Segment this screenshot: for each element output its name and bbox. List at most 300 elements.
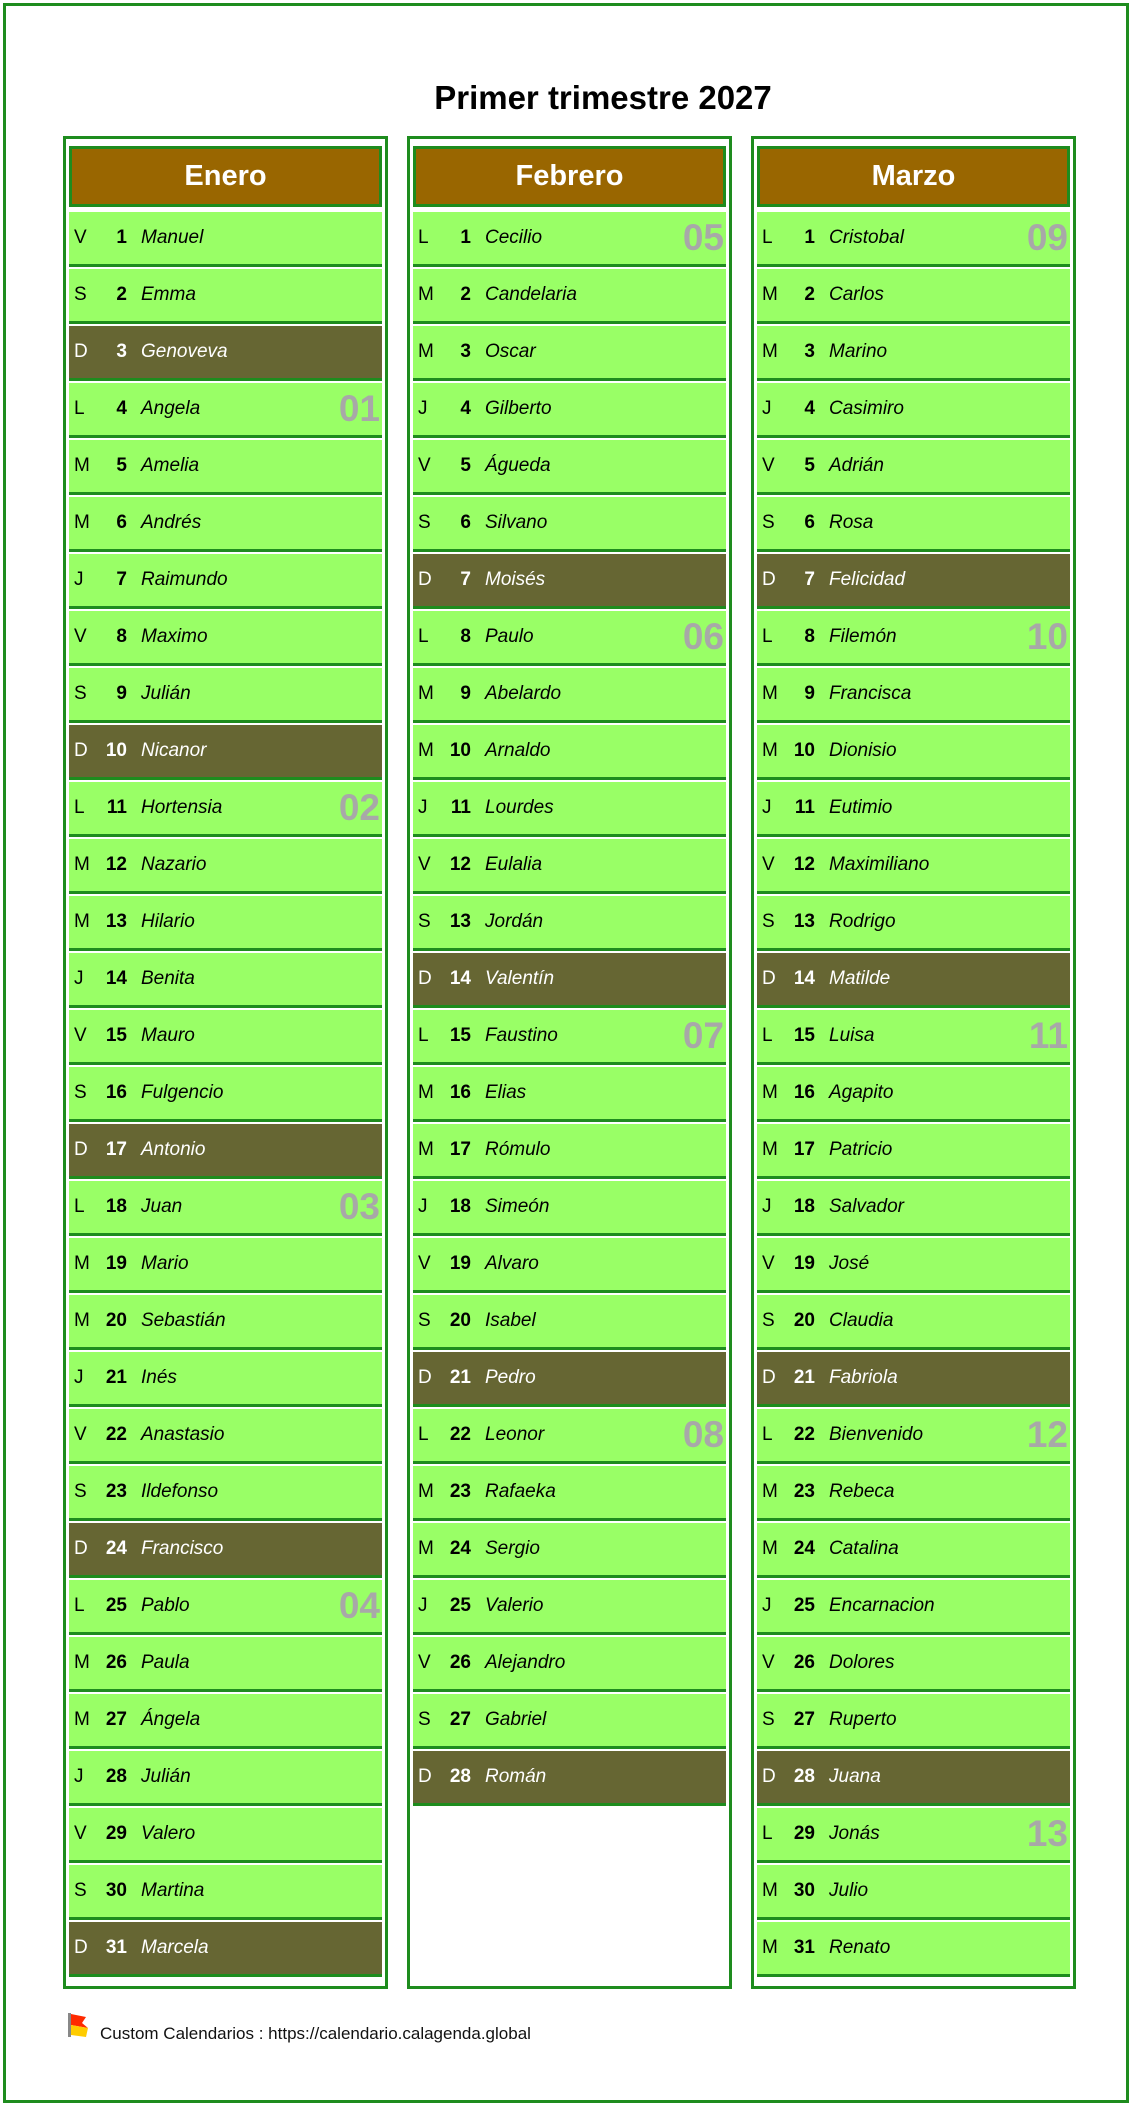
day-letter: M <box>418 1481 434 1502</box>
saint-name: Matilde <box>829 968 891 989</box>
day-letter: M <box>762 1538 778 1559</box>
day-row <box>757 1692 1070 1749</box>
day-letter: M <box>74 1652 90 1673</box>
day-letter: J <box>74 1766 84 1787</box>
day-row <box>413 381 726 438</box>
day-letter: S <box>762 1709 775 1730</box>
day-letter: D <box>762 1367 776 1388</box>
day-letter: V <box>418 455 431 476</box>
day-row <box>69 1179 382 1236</box>
month-header: Marzo <box>757 146 1070 207</box>
saint-name: Antonio <box>141 1139 206 1160</box>
day-row <box>757 1863 1070 1920</box>
day-number: 18 <box>793 1196 815 1217</box>
saint-name: Hortensia <box>141 797 223 818</box>
day-row <box>757 1407 1070 1464</box>
day-letter: M <box>74 1709 90 1730</box>
day-row <box>757 1065 1070 1122</box>
day-letter: L <box>762 1025 773 1046</box>
day-letter: M <box>74 911 90 932</box>
week-number: 05 <box>682 217 724 258</box>
day-row <box>757 1521 1070 1578</box>
saint-name: Mauro <box>141 1025 195 1046</box>
saint-name: Filemón <box>829 626 897 647</box>
day-number: 8 <box>116 626 127 647</box>
day-number: 21 <box>105 1367 127 1388</box>
day-row <box>757 723 1070 780</box>
saint-name: Alejandro <box>485 1652 566 1673</box>
saint-name: Manuel <box>141 227 204 248</box>
saint-name: Emma <box>141 284 196 305</box>
day-letter: M <box>74 512 90 533</box>
day-row <box>757 1293 1070 1350</box>
day-row <box>757 552 1070 609</box>
day-number: 26 <box>449 1652 471 1673</box>
day-row <box>69 1749 382 1806</box>
day-letter: M <box>74 1310 90 1331</box>
day-number: 25 <box>449 1595 471 1616</box>
day-letter: M <box>418 1538 434 1559</box>
saint-name: Candelaria <box>485 284 577 305</box>
day-number: 13 <box>449 911 471 932</box>
day-row <box>69 1464 382 1521</box>
day-row <box>69 1236 382 1293</box>
day-row <box>69 1293 382 1350</box>
day-number: 27 <box>793 1709 815 1730</box>
day-letter: V <box>418 1253 431 1274</box>
day-number: 16 <box>105 1082 127 1103</box>
day-letter: L <box>74 1595 85 1616</box>
day-letter: D <box>762 569 776 590</box>
day-number: 7 <box>804 569 815 590</box>
day-number: 22 <box>793 1424 815 1445</box>
day-list <box>757 210 1070 1977</box>
day-row <box>69 324 382 381</box>
week-number: 02 <box>338 787 380 828</box>
day-row <box>413 1749 726 1806</box>
day-number: 18 <box>449 1196 471 1217</box>
day-letter: V <box>762 1652 775 1673</box>
saint-name: Leonor <box>485 1424 545 1445</box>
day-letter: S <box>418 1709 431 1730</box>
saint-name: Raimundo <box>141 569 228 590</box>
saint-name: Lourdes <box>485 797 554 818</box>
saint-name: Pablo <box>141 1595 190 1616</box>
day-number: 23 <box>793 1481 815 1502</box>
day-letter: J <box>418 1196 428 1217</box>
day-number: 21 <box>793 1367 815 1388</box>
day-letter: D <box>418 569 432 590</box>
day-row <box>413 1578 726 1635</box>
saint-name: Ángela <box>141 1709 201 1730</box>
saint-name: Gilberto <box>485 398 552 419</box>
saint-name: Dionisio <box>829 740 897 761</box>
day-number: 26 <box>793 1652 815 1673</box>
saint-name: Marino <box>829 341 888 362</box>
day-letter: S <box>74 683 87 704</box>
saint-name: Águeda <box>485 455 551 476</box>
day-row <box>757 210 1070 267</box>
saint-name: Nicanor <box>141 740 207 761</box>
day-row <box>69 1635 382 1692</box>
saint-name: Valero <box>141 1823 196 1844</box>
saint-name: Inés <box>141 1367 177 1388</box>
day-row <box>69 552 382 609</box>
day-row <box>69 1920 382 1977</box>
day-row <box>69 1692 382 1749</box>
day-number: 11 <box>450 797 471 818</box>
day-row <box>757 381 1070 438</box>
day-letter: L <box>74 398 85 419</box>
saint-name: Paula <box>141 1652 190 1673</box>
day-number: 23 <box>449 1481 471 1502</box>
day-letter: J <box>74 569 84 590</box>
day-row <box>757 1920 1070 1977</box>
day-row <box>413 1179 726 1236</box>
day-number: 19 <box>793 1253 815 1274</box>
day-number: 9 <box>116 683 127 704</box>
saint-name: Hilario <box>141 911 195 932</box>
week-number: 13 <box>1026 1813 1068 1854</box>
saint-name: Valerio <box>485 1595 544 1616</box>
day-number: 28 <box>793 1766 815 1787</box>
saint-name: Paulo <box>485 626 534 647</box>
day-row <box>69 609 382 666</box>
week-number: 07 <box>682 1015 724 1056</box>
day-number: 26 <box>105 1652 127 1673</box>
day-number: 4 <box>460 398 471 419</box>
day-number: 20 <box>793 1310 815 1331</box>
day-row <box>413 495 726 552</box>
saint-name: Adrián <box>829 455 884 476</box>
day-number: 7 <box>116 569 127 590</box>
day-row <box>757 1578 1070 1635</box>
day-number: 12 <box>449 854 471 875</box>
day-number: 17 <box>105 1139 127 1160</box>
day-row <box>757 267 1070 324</box>
month-column-enero <box>63 136 388 1989</box>
day-row <box>413 780 726 837</box>
saint-name: Juan <box>141 1196 183 1217</box>
day-letter: D <box>74 1139 88 1160</box>
day-number: 10 <box>105 740 127 761</box>
day-row <box>69 210 382 267</box>
day-number: 3 <box>460 341 471 362</box>
day-letter: V <box>762 854 775 875</box>
day-number: 1 <box>804 227 815 248</box>
day-letter: V <box>762 455 775 476</box>
day-row <box>69 267 382 324</box>
day-letter: S <box>762 1310 775 1331</box>
day-letter: V <box>418 854 431 875</box>
day-letter: M <box>762 341 778 362</box>
day-number: 14 <box>449 968 471 989</box>
day-number: 18 <box>105 1196 127 1217</box>
day-number: 30 <box>105 1880 127 1901</box>
day-letter: S <box>762 911 775 932</box>
day-number: 10 <box>793 740 815 761</box>
week-number: 09 <box>1026 217 1068 258</box>
day-number: 27 <box>105 1709 127 1730</box>
saint-name: Jordán <box>485 911 544 932</box>
saint-name: Catalina <box>829 1538 899 1559</box>
day-row <box>413 1293 726 1350</box>
month-column-febrero <box>407 136 732 1989</box>
day-letter: D <box>418 1766 432 1787</box>
day-letter: L <box>418 1424 429 1445</box>
day-letter: J <box>74 1367 84 1388</box>
day-row <box>69 780 382 837</box>
saint-name: José <box>829 1253 870 1274</box>
day-row <box>413 1236 726 1293</box>
day-number: 7 <box>460 569 471 590</box>
saint-name: Cecilio <box>485 227 543 248</box>
month-header: Febrero <box>413 146 726 207</box>
page-title: Primer trimestre 2027 <box>434 79 772 116</box>
day-number: 9 <box>804 683 815 704</box>
day-letter: J <box>418 1595 428 1616</box>
day-letter: M <box>74 854 90 875</box>
saint-name: Felicidad <box>829 569 906 590</box>
week-number: 06 <box>682 616 724 657</box>
day-row <box>413 837 726 894</box>
day-list <box>69 210 382 1977</box>
week-number: 03 <box>338 1186 380 1227</box>
day-letter: V <box>74 1823 87 1844</box>
day-letter: J <box>762 1196 772 1217</box>
day-row <box>413 609 726 666</box>
day-row <box>757 1806 1070 1863</box>
week-number: 04 <box>338 1585 380 1626</box>
day-letter: M <box>418 341 434 362</box>
saint-name: Simeón <box>485 1196 550 1217</box>
day-letter: L <box>418 227 429 248</box>
day-letter: M <box>762 1082 778 1103</box>
day-row <box>69 1008 382 1065</box>
week-number: 08 <box>682 1414 724 1455</box>
day-letter: J <box>418 398 428 419</box>
day-letter: V <box>762 1253 775 1274</box>
day-row <box>413 1350 726 1407</box>
day-number: 13 <box>105 911 127 932</box>
saint-name: Cristobal <box>829 227 904 248</box>
day-number: 15 <box>793 1025 815 1046</box>
saint-name: Juana <box>829 1766 881 1787</box>
day-number: 25 <box>793 1595 815 1616</box>
saint-name: Faustino <box>485 1025 558 1046</box>
day-letter: M <box>762 284 778 305</box>
day-number: 28 <box>449 1766 471 1787</box>
saint-name: Angela <box>141 398 201 419</box>
day-number: 5 <box>804 455 815 476</box>
week-number: 11 <box>1028 1015 1068 1056</box>
saint-name: Silvano <box>485 512 548 533</box>
day-letter: M <box>74 455 90 476</box>
week-number: 12 <box>1026 1414 1068 1455</box>
day-letter: S <box>418 1310 431 1331</box>
saint-name: Anastasio <box>141 1424 225 1445</box>
calagenda-logo-icon <box>66 2011 90 2039</box>
day-number: 24 <box>793 1538 815 1559</box>
day-number: 2 <box>116 284 127 305</box>
saint-name: Casimiro <box>829 398 904 419</box>
day-row <box>69 381 382 438</box>
day-number: 15 <box>449 1025 471 1046</box>
day-number: 8 <box>460 626 471 647</box>
day-number: 22 <box>449 1424 471 1445</box>
day-number: 13 <box>793 911 815 932</box>
footer-credit: Custom Calendarios : https://calendario.calagenda.global <box>100 2024 531 2043</box>
saint-name: Rodrigo <box>829 911 896 932</box>
day-number: 14 <box>105 968 127 989</box>
day-row <box>413 1464 726 1521</box>
day-number: 24 <box>449 1538 471 1559</box>
saint-name: Julián <box>141 1766 191 1787</box>
day-letter: J <box>74 968 84 989</box>
day-number: 12 <box>105 854 127 875</box>
day-letter: M <box>762 683 778 704</box>
saint-name: Sergio <box>485 1538 540 1559</box>
day-row <box>413 267 726 324</box>
day-number: 24 <box>105 1538 127 1559</box>
saint-name: Fulgencio <box>141 1082 224 1103</box>
saint-name: Elias <box>485 1082 527 1103</box>
day-row <box>757 837 1070 894</box>
day-number: 23 <box>105 1481 127 1502</box>
saint-name: Luisa <box>829 1025 875 1046</box>
day-letter: M <box>762 1139 778 1160</box>
saint-name: Maximiliano <box>829 854 930 875</box>
day-row <box>413 1122 726 1179</box>
day-row <box>413 324 726 381</box>
day-letter: J <box>418 797 428 818</box>
day-row <box>69 1122 382 1179</box>
day-letter: V <box>74 1025 87 1046</box>
day-number: 30 <box>793 1880 815 1901</box>
day-number: 22 <box>105 1424 127 1445</box>
day-letter: L <box>762 626 773 647</box>
day-letter: L <box>762 227 773 248</box>
saint-name: Salvador <box>829 1196 904 1217</box>
day-letter: M <box>418 740 434 761</box>
day-number: 1 <box>460 227 471 248</box>
saint-name: Fabriola <box>829 1367 898 1388</box>
saint-name: Pedro <box>485 1367 536 1388</box>
month-column-marzo <box>751 136 1076 1989</box>
saint-name: Francisco <box>141 1538 224 1559</box>
saint-name: Gabriel <box>485 1709 547 1730</box>
day-row <box>413 1008 726 1065</box>
saint-name: Abelardo <box>485 683 562 704</box>
day-letter: S <box>762 512 775 533</box>
day-letter: V <box>74 626 87 647</box>
day-row <box>413 1065 726 1122</box>
day-letter: L <box>418 626 429 647</box>
day-number: 11 <box>106 797 127 818</box>
day-row <box>69 1407 382 1464</box>
saint-name: Renato <box>829 1937 891 1958</box>
day-letter: D <box>74 1937 88 1958</box>
day-number: 4 <box>116 398 127 419</box>
day-number: 2 <box>460 284 471 305</box>
day-number: 3 <box>116 341 127 362</box>
day-letter: J <box>762 797 772 818</box>
day-number: 8 <box>804 626 815 647</box>
day-row <box>413 1407 726 1464</box>
day-row <box>69 666 382 723</box>
day-letter: D <box>762 1766 776 1787</box>
day-row <box>413 894 726 951</box>
saint-name: Julián <box>141 683 191 704</box>
day-row <box>757 1122 1070 1179</box>
day-letter: D <box>418 1367 432 1388</box>
day-row <box>757 609 1070 666</box>
day-number: 25 <box>105 1595 127 1616</box>
day-number: 5 <box>116 455 127 476</box>
day-row <box>69 723 382 780</box>
day-number: 20 <box>449 1310 471 1331</box>
day-letter: M <box>762 1937 778 1958</box>
saint-name: Bienvenido <box>829 1424 924 1445</box>
day-number: 12 <box>793 854 815 875</box>
day-number: 19 <box>105 1253 127 1274</box>
saint-name: Rosa <box>829 512 874 533</box>
day-number: 5 <box>460 455 471 476</box>
day-row <box>413 1521 726 1578</box>
saint-name: Maximo <box>141 626 208 647</box>
day-row <box>69 1065 382 1122</box>
day-number: 31 <box>105 1937 127 1958</box>
saint-name: Rómulo <box>485 1139 551 1160</box>
day-list <box>413 210 726 1806</box>
day-row <box>757 438 1070 495</box>
day-number: 28 <box>105 1766 127 1787</box>
day-row <box>69 1806 382 1863</box>
day-letter: V <box>74 227 87 248</box>
day-letter: J <box>762 398 772 419</box>
day-letter: D <box>762 968 776 989</box>
saint-name: Genoveva <box>141 341 228 362</box>
day-letter: M <box>762 1880 778 1901</box>
day-row <box>757 1749 1070 1806</box>
saint-name: Benita <box>141 968 195 989</box>
day-row <box>413 552 726 609</box>
day-number: 6 <box>804 512 815 533</box>
day-number: 1 <box>116 227 127 248</box>
day-letter: M <box>762 740 778 761</box>
day-row <box>413 951 726 1008</box>
day-row <box>69 438 382 495</box>
day-number: 6 <box>116 512 127 533</box>
saint-name: Eutimio <box>829 797 893 818</box>
day-row <box>69 495 382 552</box>
day-row <box>757 1464 1070 1521</box>
saint-name: Rebeca <box>829 1481 895 1502</box>
saint-name: Jonás <box>829 1823 880 1844</box>
day-letter: V <box>74 1424 87 1445</box>
day-letter: M <box>418 284 434 305</box>
day-letter: D <box>74 1538 88 1559</box>
day-letter: L <box>418 1025 429 1046</box>
day-number: 9 <box>460 683 471 704</box>
day-row <box>757 1236 1070 1293</box>
saint-name: Amelia <box>141 455 200 476</box>
day-row <box>757 780 1070 837</box>
day-letter: S <box>418 512 431 533</box>
day-number: 17 <box>793 1139 815 1160</box>
saint-name: Arnaldo <box>485 740 551 761</box>
day-letter: L <box>762 1823 773 1844</box>
